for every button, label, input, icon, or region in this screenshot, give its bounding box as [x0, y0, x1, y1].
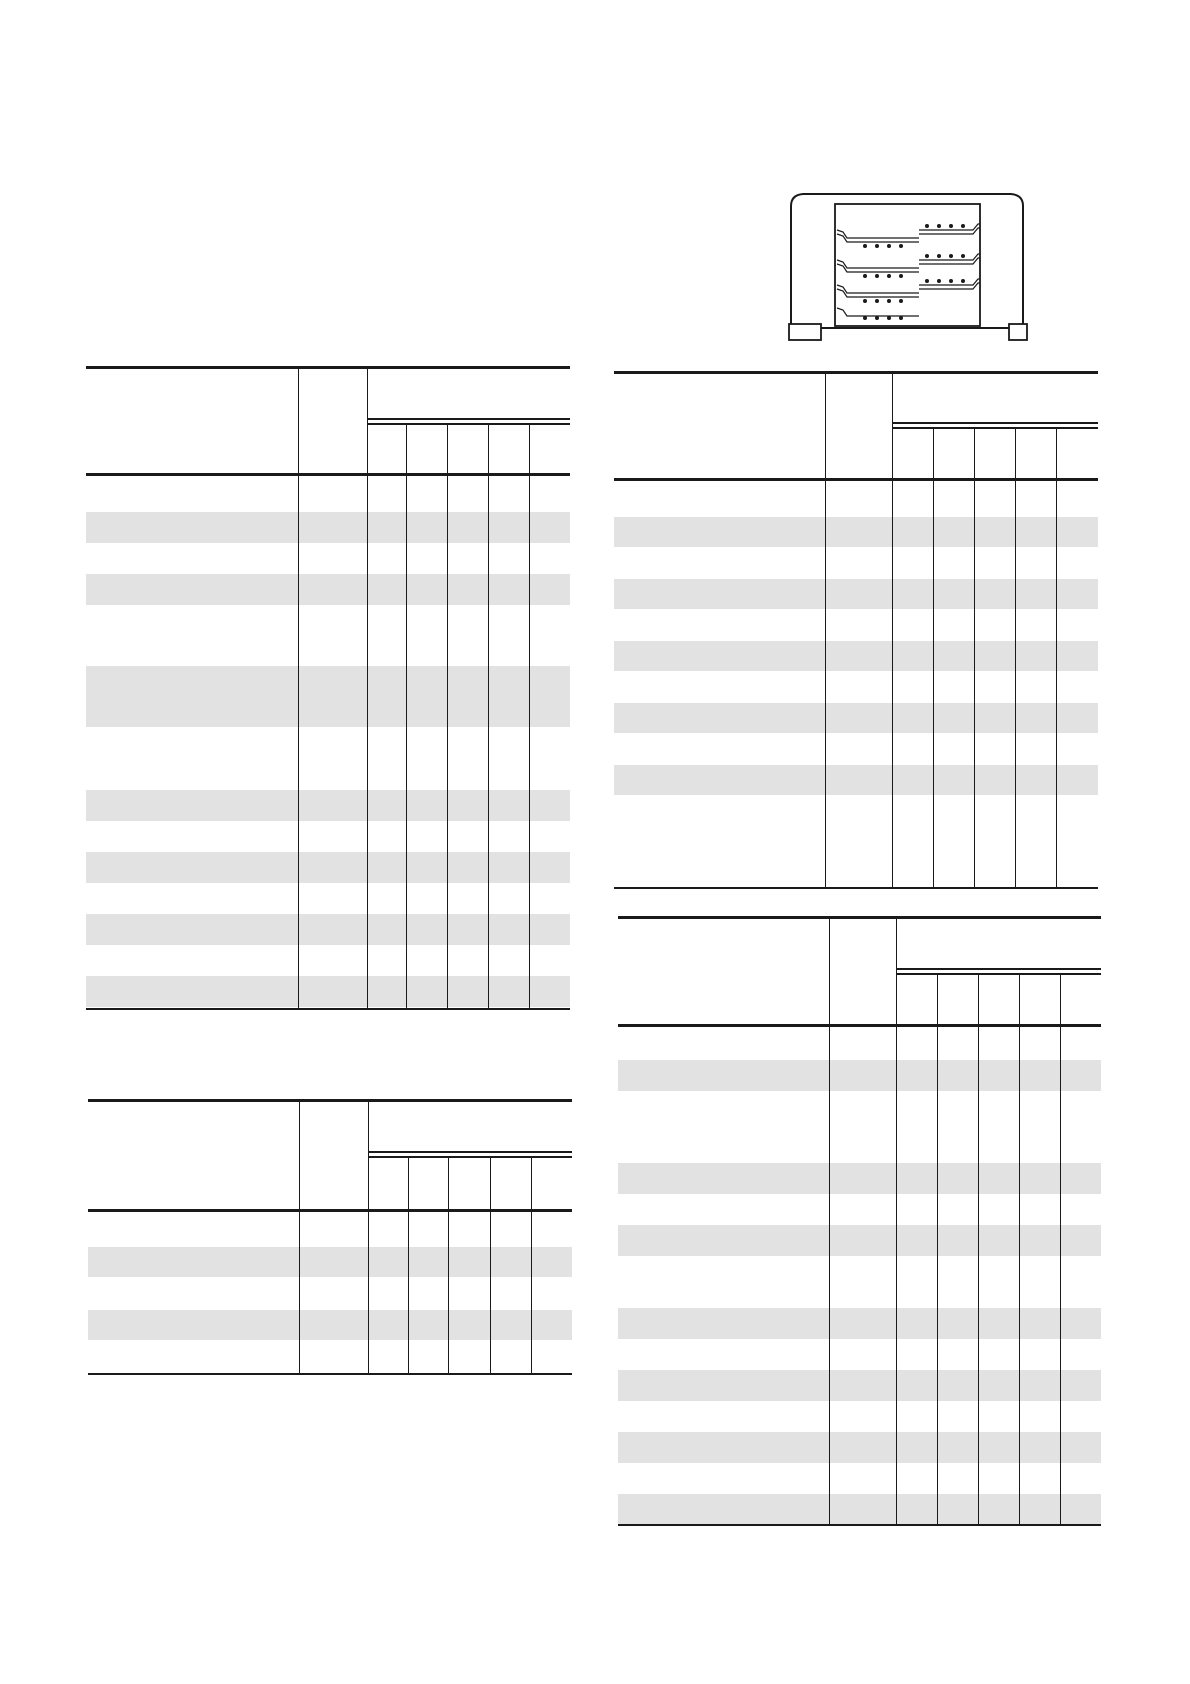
table-row — [86, 914, 570, 945]
column-divider — [933, 429, 934, 888]
table-row — [614, 703, 1098, 733]
right-top-table — [614, 371, 1098, 891]
table-row — [618, 1060, 1101, 1091]
header-group-rule — [368, 1156, 572, 1158]
table-row — [614, 517, 1098, 547]
header-group-rule — [368, 1151, 572, 1153]
column-divider — [937, 975, 938, 1525]
column-divider — [529, 425, 530, 1009]
left-top-table — [86, 366, 570, 1012]
table-row — [614, 641, 1098, 671]
right-bottom-table — [618, 916, 1101, 1528]
column-divider — [825, 374, 826, 888]
table-row — [614, 765, 1098, 795]
column-divider — [892, 374, 893, 888]
table-top-rule — [88, 1099, 572, 1102]
table-row — [86, 574, 570, 605]
table-row — [86, 852, 570, 883]
column-divider — [1056, 429, 1057, 888]
header-bottom-rule — [88, 1209, 572, 1212]
table-row — [618, 1225, 1101, 1256]
table-bottom-rule — [88, 1373, 572, 1375]
column-divider — [299, 1102, 300, 1374]
column-divider — [488, 425, 489, 1009]
header-group-rule — [896, 968, 1101, 970]
column-divider — [1019, 975, 1020, 1525]
column-divider — [1015, 429, 1016, 888]
column-divider — [448, 1158, 449, 1374]
header-group-rule — [367, 423, 570, 425]
table-row — [614, 579, 1098, 609]
table-bottom-rule — [614, 887, 1098, 889]
column-divider — [298, 369, 299, 1009]
column-divider — [1060, 975, 1061, 1525]
table-row — [86, 666, 570, 727]
table-row — [618, 1163, 1101, 1194]
column-divider — [406, 425, 407, 1009]
table-bottom-rule — [86, 1008, 570, 1010]
table-row — [618, 1370, 1101, 1401]
column-divider — [368, 1102, 369, 1374]
table-row — [86, 512, 570, 543]
table-row — [618, 1308, 1101, 1339]
table-row — [618, 1494, 1101, 1525]
header-group-rule — [892, 422, 1098, 424]
table-row — [88, 1310, 572, 1340]
column-divider — [829, 919, 830, 1525]
table-top-rule — [618, 916, 1101, 919]
header-bottom-rule — [614, 478, 1098, 481]
column-divider — [531, 1158, 532, 1374]
column-divider — [896, 919, 897, 1525]
terminal-block-icon — [783, 190, 1033, 342]
table-row — [86, 790, 570, 821]
table-row — [86, 976, 570, 1007]
table-row — [88, 1247, 572, 1277]
table-bottom-rule — [618, 1524, 1101, 1526]
column-divider — [974, 429, 975, 888]
header-group-rule — [896, 973, 1101, 975]
header-bottom-rule — [618, 1024, 1101, 1027]
column-divider — [408, 1158, 409, 1374]
header-group-rule — [367, 418, 570, 420]
column-divider — [367, 369, 368, 1009]
column-divider — [447, 425, 448, 1009]
column-divider — [978, 975, 979, 1525]
column-divider — [490, 1158, 491, 1374]
table-row — [618, 1432, 1101, 1463]
header-group-rule — [892, 427, 1098, 429]
header-bottom-rule — [86, 473, 570, 476]
table-top-rule — [86, 366, 570, 369]
table-top-rule — [614, 371, 1098, 374]
left-bottom-table — [88, 1099, 572, 1379]
